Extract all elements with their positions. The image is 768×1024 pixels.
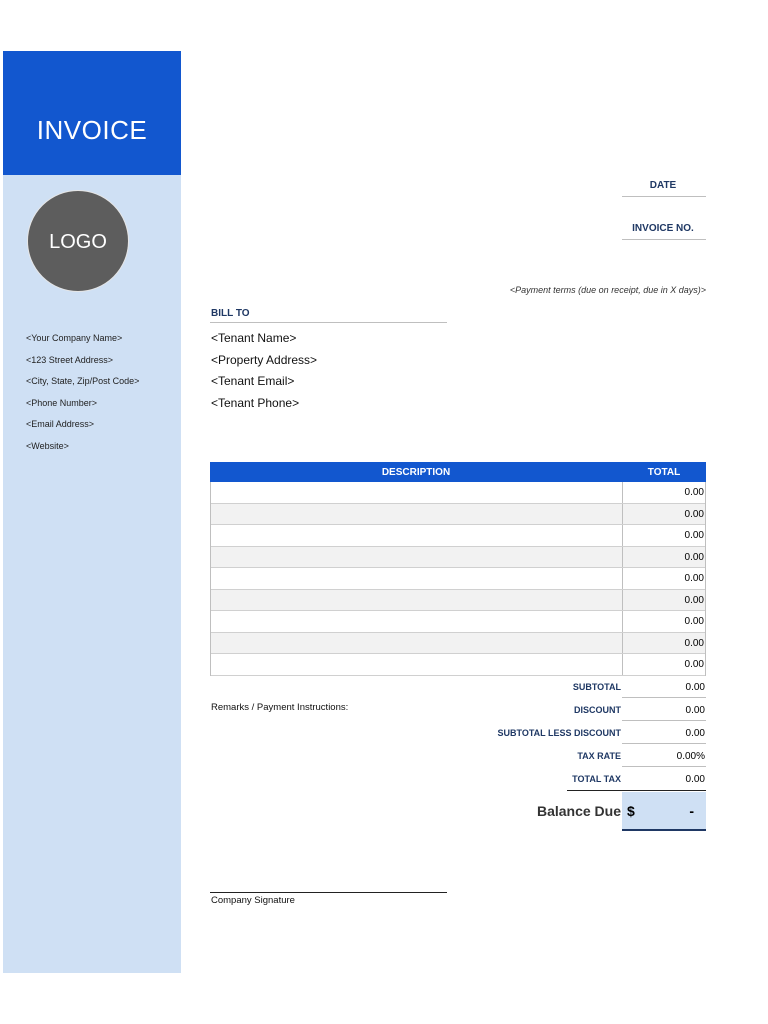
logo-text: LOGO — [49, 231, 107, 253]
subtotal-value: 0.00 — [685, 682, 705, 693]
sidebar-header — [3, 51, 181, 175]
table-row — [211, 568, 705, 590]
table-row — [211, 482, 705, 504]
tenant-phone: <Tenant Phone> — [211, 395, 300, 410]
date-field[interactable] — [622, 196, 706, 197]
divider — [567, 790, 706, 791]
payment-terms: <Payment terms (due on receipt, due in X days)> — [509, 285, 706, 295]
tax-rate-value[interactable]: 0.00% — [676, 751, 705, 762]
total-header: TOTAL — [647, 467, 681, 478]
divider — [210, 322, 447, 323]
property-address: <Property Address> — [211, 352, 318, 367]
bill-to-block — [211, 331, 317, 417]
divider — [622, 743, 706, 744]
subtotal-less-discount-label: SUBTOTAL LESS DISCOUNT — [497, 728, 621, 738]
invoice-title: INVOICE — [36, 115, 148, 145]
balance-due-label: Balance Due — [536, 803, 621, 819]
total-cell: 0.00 — [684, 573, 704, 584]
description-cell[interactable] — [211, 654, 623, 675]
description-cell[interactable] — [211, 482, 623, 503]
total-cell: 0.00 — [684, 659, 704, 670]
bill-to-label: BILL TO — [211, 308, 250, 319]
discount-value[interactable]: 0.00 — [685, 705, 705, 716]
total-cell: 0.00 — [684, 594, 704, 606]
divider — [622, 766, 706, 767]
remarks-label: Remarks / Payment Instructions: — [211, 702, 349, 713]
tenant-email: <Tenant Email> — [211, 374, 295, 388]
divider — [622, 720, 706, 721]
signature-line[interactable] — [210, 892, 447, 893]
company-info — [26, 333, 139, 462]
currency-symbol: $ — [627, 803, 635, 819]
items-table-body — [210, 482, 706, 676]
description-cell[interactable] — [211, 611, 623, 632]
description-cell[interactable] — [211, 633, 623, 654]
subtotal-label: SUBTOTAL — [572, 682, 621, 692]
description-cell[interactable] — [211, 590, 623, 611]
divider — [622, 697, 706, 698]
sidebar — [3, 51, 181, 973]
total-cell: 0.00 — [684, 616, 704, 627]
table-row — [211, 611, 705, 633]
description-header: DESCRIPTION — [381, 467, 451, 478]
items-table-header — [210, 462, 706, 482]
table-row — [211, 590, 705, 612]
company-website: <Website> — [26, 440, 69, 451]
company-email: <Email Address> — [26, 419, 95, 429]
date-label: DATE — [649, 180, 677, 191]
total-tax-label: TOTAL TAX — [572, 774, 621, 784]
total-cell: 0.00 — [684, 637, 704, 649]
total-cell: 0.00 — [684, 530, 704, 541]
invoice-no-label: INVOICE NO. — [632, 223, 694, 234]
invoice-no-field[interactable] — [622, 239, 706, 240]
balance-due-box — [622, 792, 706, 831]
total-cell: 0.00 — [684, 487, 704, 498]
balance-due-value: - — [689, 803, 694, 819]
discount-label: DISCOUNT — [574, 705, 621, 715]
total-cell: 0.00 — [684, 508, 704, 520]
logo-placeholder — [27, 190, 129, 292]
table-row — [211, 633, 705, 655]
subtotal-less-discount-value: 0.00 — [685, 728, 705, 739]
description-cell[interactable] — [211, 547, 623, 568]
total-tax-value: 0.00 — [685, 774, 705, 785]
company-phone: <Phone Number> — [26, 397, 98, 408]
tenant-name: <Tenant Name> — [211, 331, 297, 345]
signature-label: Company Signature — [211, 895, 295, 906]
table-row — [211, 547, 705, 569]
table-row — [211, 525, 705, 547]
tax-rate-label: TAX RATE — [577, 751, 621, 761]
description-cell[interactable] — [211, 568, 623, 589]
total-cell: 0.00 — [684, 551, 704, 563]
company-name: <Your Company Name> — [26, 333, 123, 343]
description-cell[interactable] — [211, 525, 623, 546]
company-city: <City, State, Zip/Post Code> — [26, 376, 140, 386]
table-row — [211, 654, 705, 676]
table-row — [211, 504, 705, 526]
company-street: <123 Street Address> — [26, 354, 114, 365]
description-cell[interactable] — [211, 504, 623, 525]
